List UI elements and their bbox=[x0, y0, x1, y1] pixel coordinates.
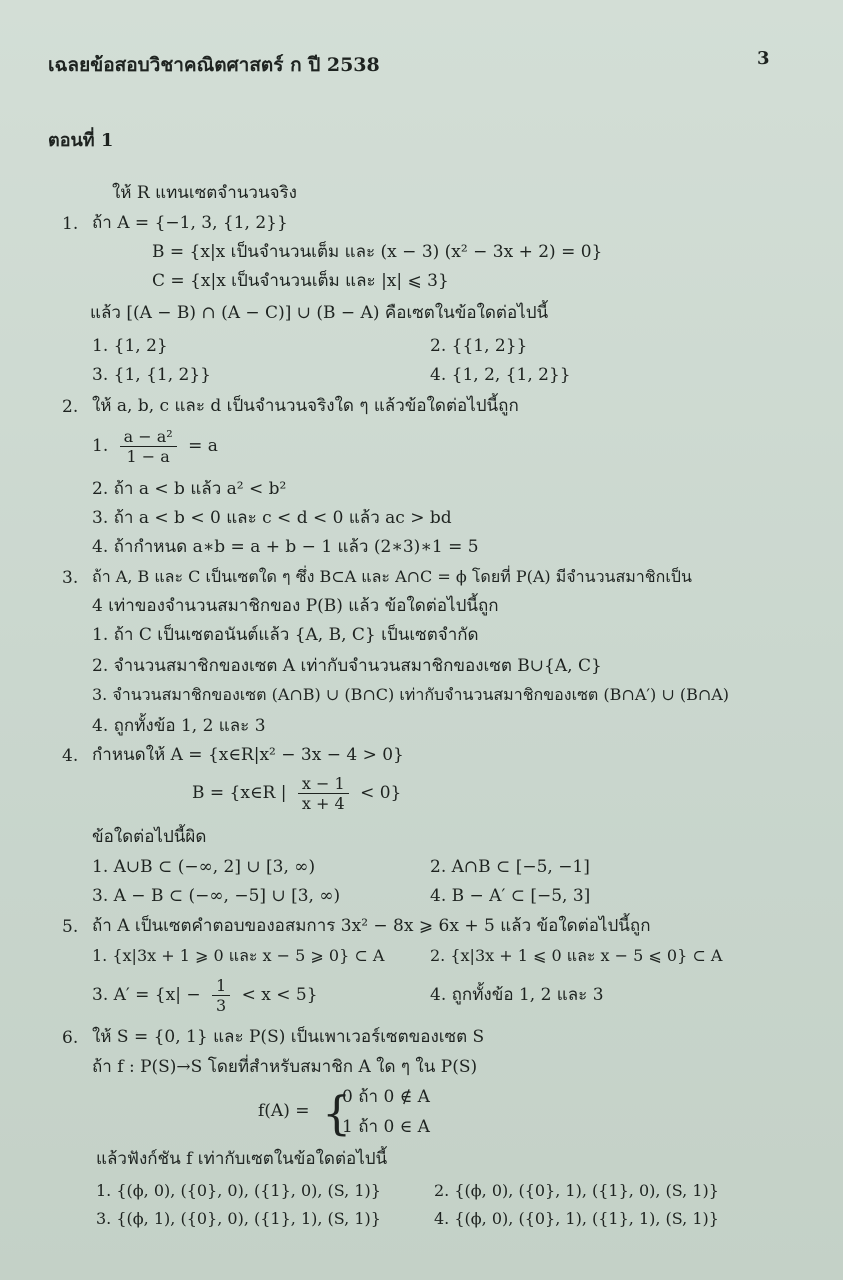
q3-option-3: 3. จำนวนสมาชิกของเซต (A∩B) ∪ (B∩C) เท่ากับจำนวนสมาชิกของเซต (B∩A′) ∪ (B∩A) bbox=[92, 685, 730, 704]
q2-option-2: 2. ถ้า a < b แล้ว a² < b² bbox=[92, 479, 287, 499]
page-number: 3 bbox=[757, 48, 770, 69]
q1-option-3: 3. {1, {1, 2}} bbox=[92, 365, 211, 385]
q6-option-1: 1. {(ϕ, 0), ({0}, 0), ({1}, 0), (S, 1)} bbox=[96, 1181, 381, 1200]
q4-set-b-right: < 0} bbox=[360, 783, 402, 803]
q6-case-2: 1 ถ้า 0 ∈ A bbox=[342, 1117, 430, 1137]
question-3-number: 3. bbox=[62, 568, 79, 588]
question-5-number: 5. bbox=[62, 917, 79, 937]
q4-option-1: 1. A∪B ⊂ (−∞, 2] ∪ [3, ∞) bbox=[92, 857, 316, 877]
q1-option-2: 2. {{1, 2}} bbox=[430, 336, 528, 356]
q4-set-b-left: {x∈R | bbox=[229, 783, 287, 803]
q2-option-1-fraction bbox=[120, 427, 177, 466]
q5-option-3-suffix: < x < 5} bbox=[241, 985, 318, 1005]
fraction-denominator: x + 4 bbox=[301, 794, 345, 813]
page-header-title: เฉลยข้อสอบวิชาคณิตศาสตร์ ก ปี 2538 bbox=[48, 54, 380, 76]
q6-option-4: 4. {(ϕ, 0), ({0}, 1), ({1}, 1), (S, 1)} bbox=[434, 1209, 719, 1228]
q3-option-1: 1. ถ้า C เป็นเซตอนันต์แล้ว {A, B, C} เป็นเซตจำกัด bbox=[92, 625, 479, 645]
fraction-denominator: 3 bbox=[216, 996, 227, 1015]
q4-set-b bbox=[192, 770, 401, 816]
q6-stem-line-2: ถ้า f : P(S)→S โดยที่สำหรับสมาชิก A ใด ๆ ใน P(S) bbox=[92, 1057, 478, 1077]
q2-option-1-prefix: 1. bbox=[92, 436, 109, 456]
q4-option-4: 4. B − A′ ⊂ [−5, 3] bbox=[430, 886, 591, 906]
q3-option-4: 4. ถูกทั้งข้อ 1, 2 และ 3 bbox=[92, 716, 266, 736]
q4-option-2: 2. A∩B ⊂ [−5, −1] bbox=[430, 857, 590, 877]
q2-option-1-suffix: = a bbox=[188, 436, 218, 456]
question-2-number: 2. bbox=[62, 397, 79, 417]
q4-set-b-fraction bbox=[298, 774, 349, 813]
q6-option-3: 3. {(ϕ, 1), ({0}, 0), ({1}, 1), (S, 1)} bbox=[96, 1209, 381, 1228]
q6-stem-line-1: ให้ S = {0, 1} และ P(S) เป็นเพาเวอร์เซตของเซต S bbox=[92, 1027, 485, 1047]
q5-option-3-prefix: 3. A′ = {x| − bbox=[92, 985, 201, 1005]
q1-option-1: 1. {1, 2} bbox=[92, 336, 168, 356]
fraction-numerator: x − 1 bbox=[298, 774, 349, 794]
q5-option-2: 2. {x|3x + 1 ⩽ 0 และ x − 5 ⩽ 0} ⊂ A bbox=[430, 946, 723, 965]
intro-text: ให้ R แทนเซตจำนวนจริง bbox=[112, 183, 297, 203]
fraction-numerator: a − a² bbox=[120, 427, 177, 447]
q4-stem: ข้อใดต่อไปนี้ผิด bbox=[92, 827, 207, 847]
q4-set-b-prefix: B = bbox=[192, 783, 225, 803]
q6-case-brace: { bbox=[322, 1086, 352, 1140]
q3-stem-line-2: 4 เท่าของจำนวนสมาชิกของ P(B) แล้ว ข้อใดต่อไปนี้ถูก bbox=[92, 596, 499, 616]
question-4-number: 4. bbox=[62, 746, 79, 766]
q6-stem-line-3: แล้วฟังก์ชัน f เท่ากับเซตในข้อใดต่อไปนี้ bbox=[96, 1149, 388, 1169]
fraction-numerator: 1 bbox=[212, 976, 230, 996]
q5-option-3-fraction bbox=[212, 976, 230, 1015]
q1-stem: แล้ว [(A − B) ∩ (A − C)] ∪ (B − A) คือเซตในข้อใดต่อไปนี้ bbox=[90, 303, 549, 323]
q3-option-2: 2. จำนวนสมาชิกของเซต A เท่ากับจำนวนสมาชิกของเซต B∪{A, C} bbox=[92, 656, 602, 676]
q6-option-2: 2. {(ϕ, 0), ({0}, 1), ({1}, 0), (S, 1)} bbox=[434, 1181, 719, 1200]
q5-stem: ถ้า A เป็นเซตคำตอบของอสมการ 3x² − 8x ⩾ 6x + 5 แล้ว ข้อใดต่อไปนี้ถูก bbox=[92, 916, 651, 936]
q2-option-4: 4. ถ้ากำหนด a∗b = a + b − 1 แล้ว (2∗3)∗1 = 5 bbox=[92, 537, 479, 557]
section-title: ตอนที่ 1 bbox=[48, 130, 114, 151]
q5-option-4: 4. ถูกทั้งข้อ 1, 2 และ 3 bbox=[430, 985, 604, 1005]
q2-stem: ให้ a, b, c และ d เป็นจำนวนจริงใด ๆ แล้วข้อใดต่อไปนี้ถูก bbox=[92, 396, 519, 416]
q4-set-a: กำหนดให้ A = {x∈R|x² − 3x − 4 > 0} bbox=[92, 745, 404, 765]
q1-set-c: C = {x|x เป็นจำนวนเต็ม และ |x| ⩽ 3} bbox=[152, 271, 449, 291]
q1-set-b: B = {x|x เป็นจำนวนเต็ม และ (x − 3) (x² − 3x + 2) = 0} bbox=[152, 242, 603, 262]
q1-option-4: 4. {1, 2, {1, 2}} bbox=[430, 365, 571, 385]
q2-option-3: 3. ถ้า a < b < 0 และ c < d < 0 แล้ว ac > bd bbox=[92, 508, 452, 528]
question-6-number: 6. bbox=[62, 1028, 79, 1048]
q5-option-3 bbox=[92, 972, 318, 1018]
q2-option-1 bbox=[92, 424, 218, 468]
q4-option-3: 3. A − B ⊂ (−∞, −5] ∪ [3, ∞) bbox=[92, 886, 341, 906]
q3-stem-line-1: ถ้า A, B และ C เป็นเซตใด ๆ ซึ่ง B⊂A และ A∩C = ϕ โดยที่ P(A) มีจำนวนสมาชิกเป็น bbox=[92, 567, 692, 586]
q6-case-1: 0 ถ้า 0 ∉ A bbox=[342, 1087, 430, 1107]
q1-set-a: ถ้า A = {−1, 3, {1, 2}} bbox=[92, 213, 288, 233]
q6-function-lhs: f(A) = bbox=[258, 1101, 310, 1121]
fraction-denominator: 1 − a bbox=[126, 447, 170, 466]
q5-option-1: 1. {x|3x + 1 ⩾ 0 และ x − 5 ⩾ 0} ⊂ A bbox=[92, 946, 385, 965]
question-1-number: 1. bbox=[62, 214, 79, 234]
